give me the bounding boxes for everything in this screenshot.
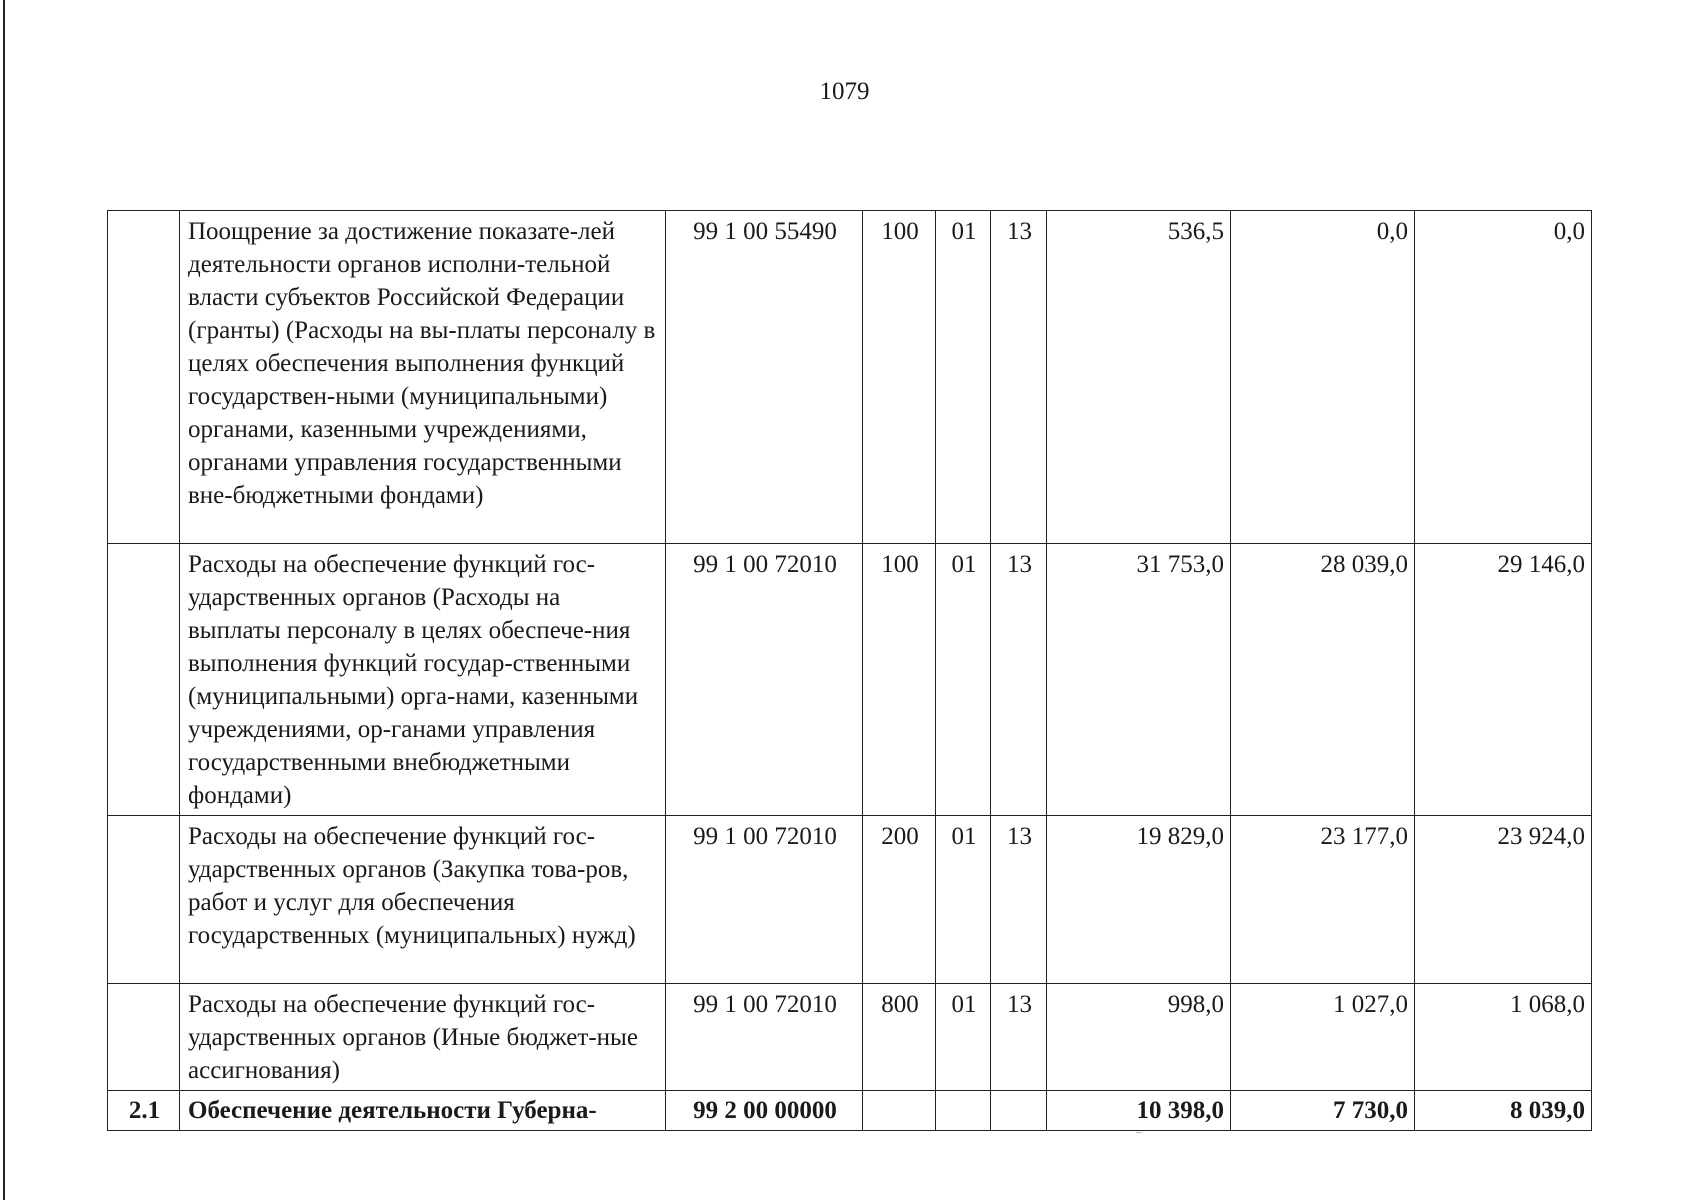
row-amount-3: 29 146,0 [1415, 544, 1592, 816]
row-expense-type: 800 [863, 984, 936, 1091]
table-row [108, 211, 1592, 544]
row-subsection [991, 1091, 1047, 1131]
row-section: 01 [936, 984, 991, 1091]
row-amount-1: 10 398,0 [1047, 1091, 1231, 1131]
table-row-section-total [108, 1091, 1592, 1131]
scan-artifact-mark [1136, 1132, 1142, 1133]
table-row [108, 984, 1592, 1091]
row-code: 99 1 00 72010 [666, 984, 863, 1091]
row-amount-1: 31 753,0 [1047, 544, 1231, 816]
row-amount-1: 536,5 [1047, 211, 1231, 544]
row-index [108, 816, 180, 984]
row-index [108, 984, 180, 1091]
row-amount-2: 1 027,0 [1231, 984, 1415, 1091]
row-subsection: 13 [991, 816, 1047, 984]
row-description: Обеспечение деятельности Губерна- [180, 1091, 666, 1131]
row-amount-1: 998,0 [1047, 984, 1231, 1091]
row-amount-3: 0,0 [1415, 211, 1592, 544]
scan-edge-line [3, 0, 5, 1200]
row-amount-3: 1 068,0 [1415, 984, 1592, 1091]
row-amount-2: 7 730,0 [1231, 1091, 1415, 1131]
row-amount-1: 19 829,0 [1047, 816, 1231, 984]
row-section [936, 1091, 991, 1131]
row-code: 99 1 00 55490 [666, 211, 863, 544]
row-section: 01 [936, 816, 991, 984]
row-description: Поощрение за достижение показате-лей деятельности органов исполни-тельной власти субъектов Российской Федерации (гранты) (Расходы на вы-платы персоналу в целях обеспечения выполнения функций государствен-ными (муниципальными) органами, казенными учреждениями, органами управления государственными вне-бюджетными фондами) [180, 211, 666, 544]
row-section: 01 [936, 544, 991, 816]
row-index [108, 544, 180, 816]
row-code: 99 2 00 00000 [666, 1091, 863, 1131]
row-expense-type: 200 [863, 816, 936, 984]
row-description: Расходы на обеспечение функций гос-ударственных органов (Иные бюджет-ные ассигнования) [180, 984, 666, 1091]
row-subsection: 13 [991, 984, 1047, 1091]
row-section: 01 [936, 211, 991, 544]
row-subsection: 13 [991, 544, 1047, 816]
row-amount-2: 0,0 [1231, 211, 1415, 544]
row-subsection: 13 [991, 211, 1047, 544]
row-amount-2: 23 177,0 [1231, 816, 1415, 984]
row-code: 99 1 00 72010 [666, 544, 863, 816]
row-description: Расходы на обеспечение функций гос-ударственных органов (Закупка това-ров, работ и услуг для обеспечения государственных (муниципальных) нужд) [180, 816, 666, 984]
row-amount-3: 23 924,0 [1415, 816, 1592, 984]
row-amount-2: 28 039,0 [1231, 544, 1415, 816]
row-amount-3: 8 039,0 [1415, 1091, 1592, 1131]
row-expense-type: 100 [863, 211, 936, 544]
row-description: Расходы на обеспечение функций гос-ударственных органов (Расходы на выплаты персоналу в целях обеспече-ния выполнения функций государ-ственными (муниципальными) орга-нами, казенными учреждениями, ор-ганами управления государственными внебюджетными фондами) [180, 544, 666, 816]
table-row [108, 544, 1592, 816]
row-index: 2.1 [108, 1091, 180, 1131]
row-expense-type [863, 1091, 936, 1131]
row-index [108, 211, 180, 544]
table-row [108, 816, 1592, 984]
budget-table [107, 210, 1592, 1131]
page-number: 1079 [819, 78, 870, 105]
row-expense-type: 100 [863, 544, 936, 816]
row-code: 99 1 00 72010 [666, 816, 863, 984]
